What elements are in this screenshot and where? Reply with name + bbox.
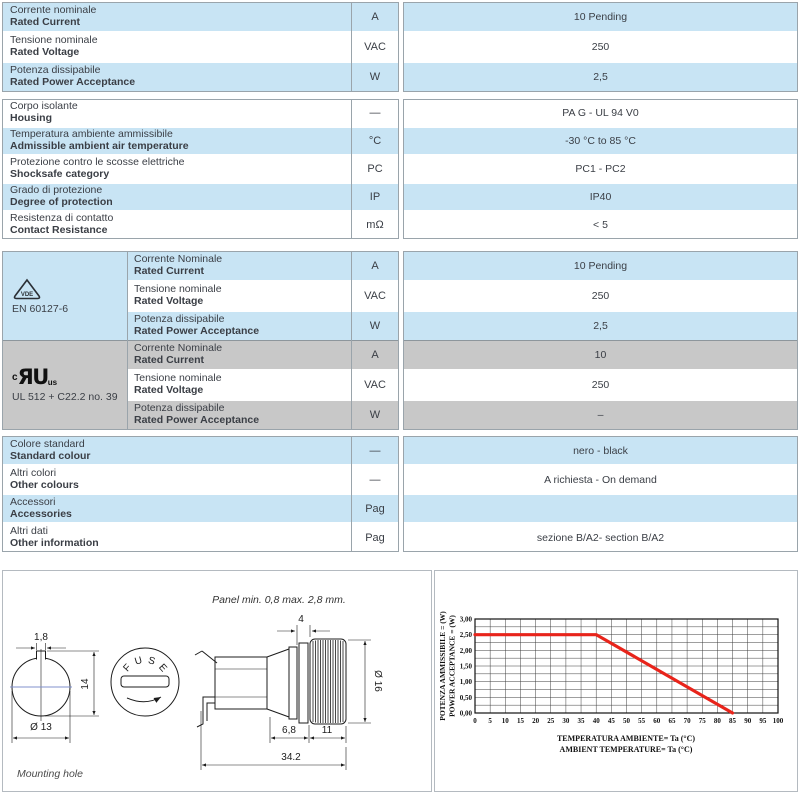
vde-value-rows bbox=[404, 252, 797, 340]
spec-label bbox=[3, 495, 352, 522]
unit-cell: A bbox=[371, 11, 379, 23]
unit-cell: mΩ bbox=[366, 219, 384, 231]
svg-text:50: 50 bbox=[623, 717, 630, 725]
vde-standard: EN 60127-6 bbox=[12, 302, 69, 315]
value-cell: 250 bbox=[404, 371, 797, 399]
spec-label-english: Standard colour bbox=[10, 449, 91, 462]
svg-text:70: 70 bbox=[683, 717, 691, 725]
value-cell: < 5 bbox=[404, 212, 797, 238]
spec-label-english: Housing bbox=[10, 112, 52, 124]
spec-label-italian: Altri colori bbox=[10, 466, 57, 479]
spec-label-italian: Potenza dissipabile bbox=[134, 402, 225, 415]
vde-approval-block bbox=[3, 252, 398, 340]
svg-text:45: 45 bbox=[607, 717, 615, 725]
ul-logo-suffix: us bbox=[47, 378, 58, 387]
spec-label-english: Rated Power Acceptance bbox=[134, 414, 260, 426]
table-row bbox=[3, 63, 398, 91]
spec-label-italian: Colore standard bbox=[10, 437, 85, 450]
svg-text:0,00: 0,00 bbox=[459, 709, 472, 718]
svg-text:25: 25 bbox=[547, 717, 555, 725]
table-row bbox=[3, 33, 398, 61]
chart-ylabel-italian: POTENZA AMMISSIBILE = (W) bbox=[438, 611, 447, 721]
spec-label-italian: Protezione contro le scosse elettriche bbox=[10, 156, 185, 169]
value-cell: nero - black bbox=[404, 437, 797, 464]
table-row bbox=[3, 437, 398, 464]
hole-diameter-dim: Ø 13 bbox=[30, 722, 52, 733]
value-cell: -30 °C to 85 °C bbox=[404, 128, 797, 154]
svg-text:95: 95 bbox=[759, 717, 767, 725]
ul-logo-mark: ЯU bbox=[17, 365, 48, 389]
unit-cell: VAC bbox=[364, 41, 386, 53]
unit-cell: °C bbox=[368, 135, 382, 147]
svg-text:5: 5 bbox=[488, 717, 492, 725]
unit-cell: W bbox=[369, 320, 381, 332]
technical-drawing bbox=[3, 571, 431, 791]
spec-label-italian: Potenza dissipabile bbox=[10, 64, 101, 77]
ul-label-rows bbox=[127, 341, 398, 429]
svg-text:75: 75 bbox=[698, 717, 706, 725]
table-row bbox=[127, 312, 398, 340]
unit-cell: VAC bbox=[364, 379, 386, 391]
ratings-section bbox=[2, 2, 798, 92]
spec-label-english: Rated Voltage bbox=[134, 384, 204, 396]
fuse-letter: E bbox=[156, 662, 169, 675]
svg-text:1,00: 1,00 bbox=[459, 678, 472, 687]
table-row bbox=[3, 524, 398, 551]
mounting-hole-label: Mounting hole bbox=[17, 768, 83, 780]
derating-chart bbox=[435, 571, 797, 791]
svg-text:100: 100 bbox=[772, 717, 784, 725]
spec-label-english: Admissible ambient air temperature bbox=[10, 140, 189, 152]
table-row bbox=[127, 282, 398, 310]
spec-label bbox=[3, 100, 352, 126]
spec-label bbox=[3, 212, 352, 238]
vde-approval-cell bbox=[3, 252, 127, 340]
approvals-label-table bbox=[2, 251, 399, 430]
spec-label bbox=[127, 401, 352, 429]
table-row bbox=[3, 100, 398, 126]
mounting-hole-drawing bbox=[10, 632, 99, 780]
spec-label bbox=[3, 437, 352, 464]
spec-label-italian: Accessori bbox=[10, 495, 56, 508]
table-row bbox=[127, 341, 398, 369]
svg-text:0,50: 0,50 bbox=[459, 693, 472, 702]
ratings-value-table bbox=[403, 2, 798, 92]
unit-cell: A bbox=[371, 260, 379, 272]
svg-text:15: 15 bbox=[516, 717, 524, 725]
spec-label-italian: Corpo isolante bbox=[10, 100, 78, 113]
spec-label-english: Rated Power Acceptance bbox=[10, 76, 136, 88]
table-row bbox=[127, 371, 398, 399]
spec-label-english: Rated Current bbox=[134, 354, 205, 366]
behind-panel-dim: 6,8 bbox=[282, 725, 296, 736]
table-row bbox=[3, 466, 398, 493]
general-value-table bbox=[403, 99, 798, 239]
unit-cell: W bbox=[369, 71, 381, 83]
spec-label-italian: Corrente Nominale bbox=[134, 253, 223, 266]
table-row bbox=[3, 3, 398, 31]
spec-label-italian: Grado di protezione bbox=[10, 184, 103, 197]
chart-ylabel-english: POWER ACCEPTANCE = (W) bbox=[447, 615, 457, 717]
spec-label-english: Other colours bbox=[10, 478, 79, 491]
value-cell: 10 Pending bbox=[404, 3, 797, 31]
svg-text:40: 40 bbox=[592, 717, 600, 725]
svg-text:20: 20 bbox=[532, 717, 540, 725]
table-row bbox=[3, 495, 398, 522]
spec-label-english: Degree of protection bbox=[10, 196, 113, 208]
derating-chart-panel bbox=[434, 570, 798, 792]
table-row bbox=[3, 184, 398, 210]
spec-label-italian: Tensione nominale bbox=[10, 34, 98, 47]
svg-text:2,50: 2,50 bbox=[459, 631, 472, 640]
vde-label-rows bbox=[127, 252, 398, 340]
unit-cell: VAC bbox=[364, 290, 386, 302]
spec-label-english: Shocksafe category bbox=[10, 168, 110, 180]
panel-slot-dim: 4 bbox=[298, 614, 304, 625]
svg-text:2,00: 2,00 bbox=[459, 646, 472, 655]
unit-cell: W bbox=[369, 409, 381, 421]
fuseholder-side-view bbox=[195, 614, 383, 770]
approvals-value-table bbox=[403, 251, 798, 430]
value-cell: 250 bbox=[404, 33, 797, 61]
spec-label-english: Rated Voltage bbox=[10, 46, 80, 58]
fuse-letter: S bbox=[146, 655, 157, 668]
table-row bbox=[127, 252, 398, 280]
spec-label bbox=[127, 312, 352, 340]
spec-label-italian: Corrente nominale bbox=[10, 4, 97, 17]
other-label-table bbox=[2, 436, 399, 552]
value-cell: – bbox=[404, 401, 797, 429]
ul-logo-prefix: c bbox=[12, 372, 18, 383]
ul-approval-block bbox=[3, 341, 398, 429]
ul-value-rows bbox=[404, 341, 797, 429]
keyway-width-dim: 1,8 bbox=[34, 632, 48, 643]
svg-text:60: 60 bbox=[653, 717, 661, 725]
spec-label-english: Other information bbox=[10, 536, 99, 549]
unit-cell: Pag bbox=[365, 531, 385, 544]
spec-label bbox=[127, 371, 352, 399]
fuse-cap-drawing bbox=[111, 648, 179, 716]
other-value-table bbox=[403, 436, 798, 552]
svg-text:90: 90 bbox=[744, 717, 752, 725]
table-row bbox=[3, 128, 398, 154]
spec-label-italian: Altri dati bbox=[10, 524, 48, 537]
knob-length-dim: 11 bbox=[321, 725, 333, 736]
table-row bbox=[127, 401, 398, 429]
unit-cell: PC bbox=[367, 163, 383, 175]
spec-label-english: Accessories bbox=[10, 507, 72, 520]
hole-height-dim: 14 bbox=[80, 678, 91, 690]
fuse-letter: U bbox=[133, 655, 144, 668]
spec-label-english: Rated Current bbox=[10, 16, 81, 28]
total-length-dim: 34.2 bbox=[281, 752, 301, 763]
spec-label-italian: Corrente Nominale bbox=[134, 342, 223, 355]
spec-label-italian: Resistenza di contatto bbox=[10, 212, 114, 225]
vde-logo-icon bbox=[12, 278, 42, 300]
spec-label-english: Contact Resistance bbox=[10, 224, 108, 236]
spec-label bbox=[3, 3, 352, 31]
spec-label bbox=[127, 252, 352, 280]
value-cell bbox=[404, 495, 797, 522]
bottom-panels bbox=[2, 570, 798, 792]
spec-label bbox=[3, 128, 352, 154]
svg-text:3,00: 3,00 bbox=[459, 615, 472, 624]
svg-text:0: 0 bbox=[473, 717, 477, 725]
fuse-letter: F bbox=[121, 662, 134, 675]
value-cell: 2,5 bbox=[404, 63, 797, 91]
cap-diameter-dim: Ø 16 bbox=[372, 670, 383, 692]
unit-cell: A bbox=[371, 349, 379, 361]
value-cell: 10 Pending bbox=[404, 252, 797, 280]
unit-cell: Pag bbox=[365, 502, 385, 515]
spec-label-italian: Potenza dissipabile bbox=[134, 313, 225, 326]
svg-text:55: 55 bbox=[638, 717, 646, 725]
spec-label bbox=[3, 156, 352, 182]
chart-xlabel-english: AMBIENT TEMPERATURE= Ta (°C) bbox=[559, 745, 693, 754]
value-cell: A richiesta - On demand bbox=[404, 466, 797, 493]
svg-text:10: 10 bbox=[501, 717, 509, 725]
unit-cell: — bbox=[369, 107, 381, 119]
value-cell: sezione B/A2- section B/A2 bbox=[404, 524, 797, 551]
spec-label-italian: Tensione nominale bbox=[134, 283, 222, 296]
value-cell: 250 bbox=[404, 282, 797, 310]
other-info-section bbox=[2, 436, 798, 552]
spec-label-italian: Temperatura ambiente ammissibile bbox=[10, 128, 173, 141]
panel-thickness-note: Panel min. 0,8 max. 2,8 mm. bbox=[212, 594, 346, 606]
technical-drawing-panel bbox=[2, 570, 432, 792]
spec-label-english: Rated Current bbox=[134, 265, 205, 277]
spec-label bbox=[3, 33, 352, 61]
spec-label bbox=[3, 184, 352, 210]
ul-standard: UL 512 + C22.2 no. 39 bbox=[12, 391, 118, 403]
unit-cell: — bbox=[369, 473, 381, 486]
svg-text:30: 30 bbox=[562, 717, 570, 725]
svg-text:1,50: 1,50 bbox=[459, 662, 472, 671]
spec-label bbox=[127, 282, 352, 310]
svg-text:85: 85 bbox=[729, 717, 737, 725]
value-cell: IP40 bbox=[404, 184, 797, 210]
svg-text:65: 65 bbox=[668, 717, 676, 725]
table-row bbox=[3, 156, 398, 182]
ul-recognized-logo-icon bbox=[12, 367, 127, 388]
unit-cell: — bbox=[369, 444, 381, 457]
spec-label-english: Rated Voltage bbox=[134, 295, 204, 307]
general-label-table bbox=[2, 99, 399, 239]
spec-label bbox=[3, 466, 352, 493]
value-cell: 2,5 bbox=[404, 312, 797, 340]
value-cell: 10 bbox=[404, 341, 797, 369]
unit-cell: IP bbox=[369, 191, 381, 203]
chart-plot-area bbox=[460, 616, 784, 726]
value-cell: PC1 - PC2 bbox=[404, 156, 797, 182]
svg-text:35: 35 bbox=[577, 717, 585, 725]
table-row bbox=[3, 212, 398, 238]
spec-label bbox=[3, 524, 352, 551]
spec-label-english: Rated Power Acceptance bbox=[134, 325, 260, 337]
spec-label-italian: Tensione nominale bbox=[134, 372, 222, 385]
vde-logo-text: VDE bbox=[20, 291, 34, 298]
svg-text:80: 80 bbox=[713, 717, 721, 725]
spec-label bbox=[127, 341, 352, 369]
ul-approval-cell bbox=[3, 341, 127, 429]
spec-label bbox=[3, 63, 352, 91]
general-section bbox=[2, 99, 798, 239]
approvals-section bbox=[2, 251, 798, 430]
value-cell: PA G - UL 94 V0 bbox=[404, 100, 797, 126]
chart-xlabel-italian: TEMPERATURA AMBIENTE= Ta (°C) bbox=[556, 734, 696, 743]
ratings-label-table bbox=[2, 2, 399, 92]
